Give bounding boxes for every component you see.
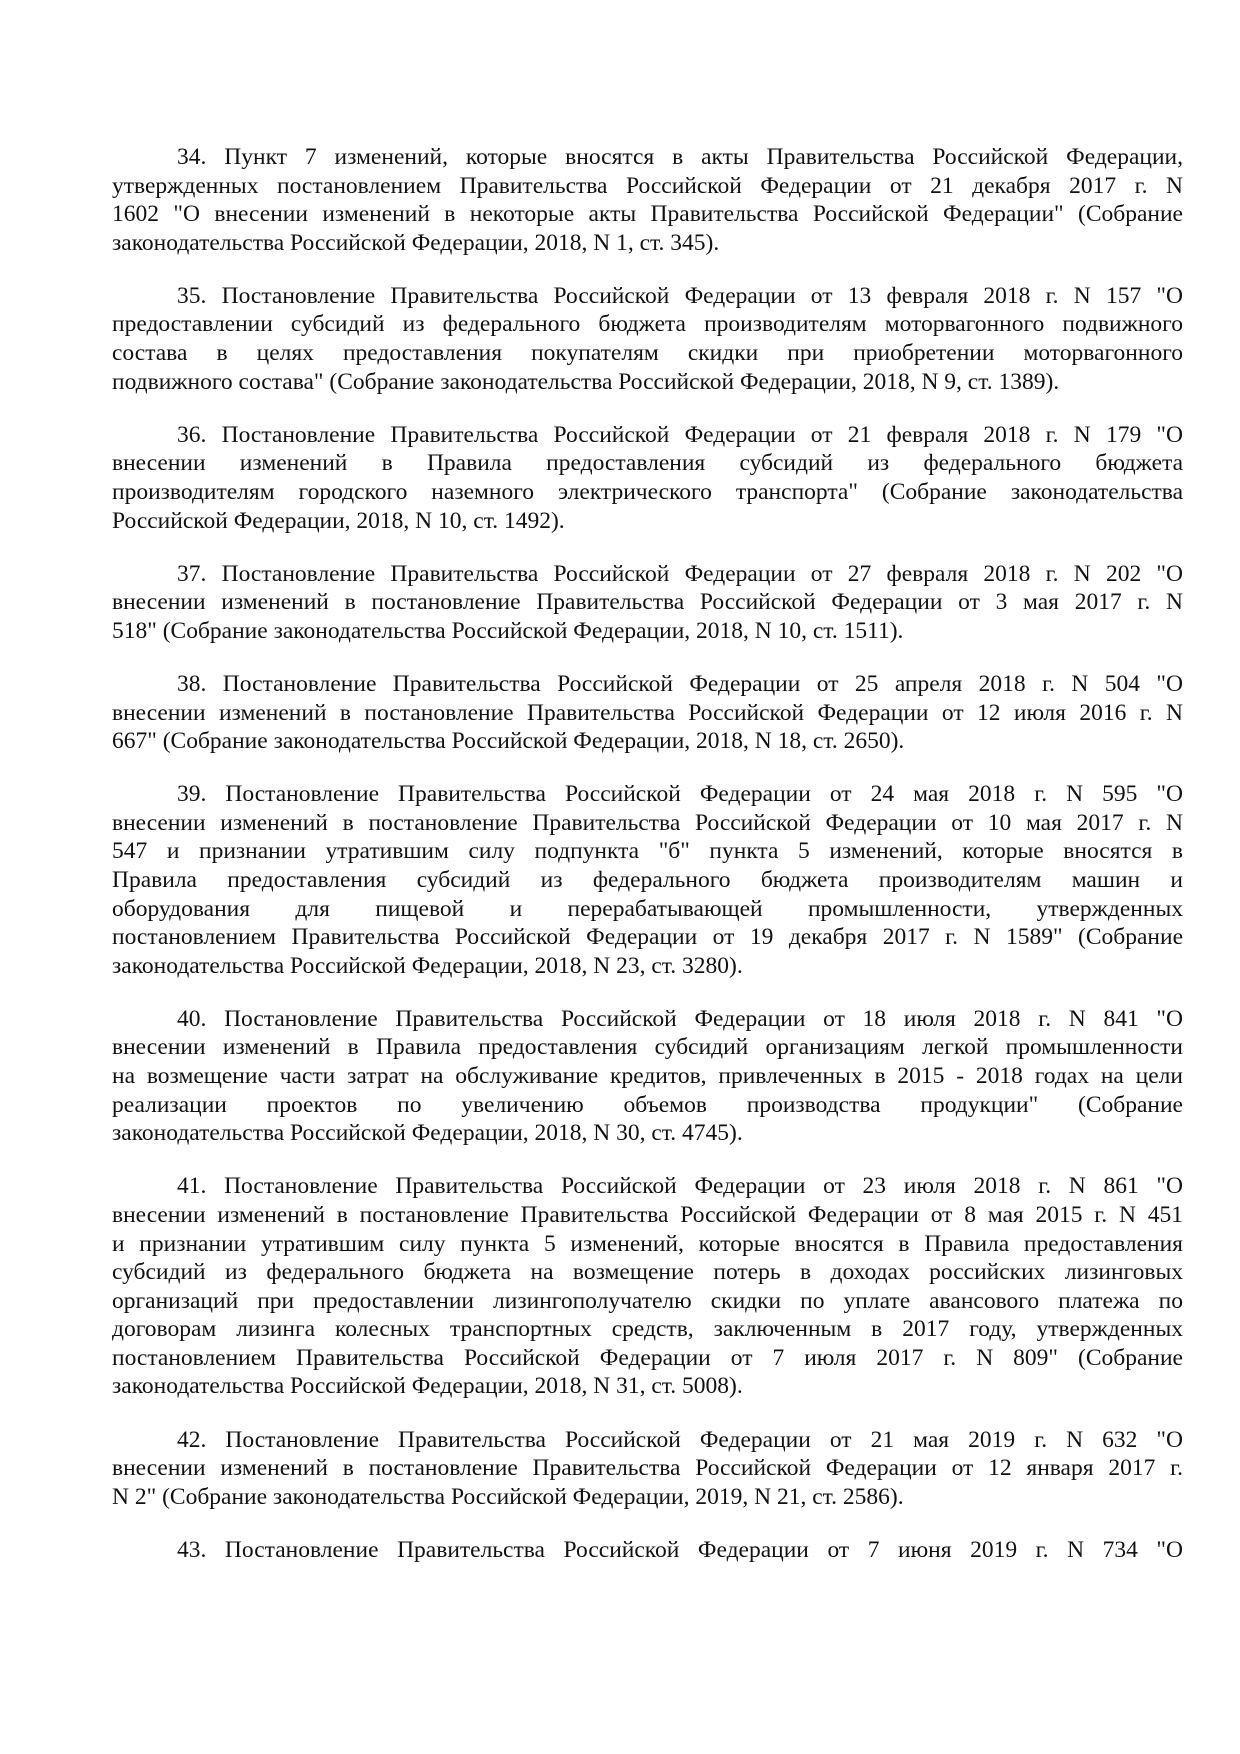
- paragraph-line: Российской Федерации, 2018, N 10, ст. 1492).: [112, 507, 565, 534]
- paragraph-item: [112, 143, 1183, 257]
- paragraph-item: [112, 1536, 1183, 1565]
- paragraph-line: постановлением Правительства Российской Федерации от 19 декабря 2017 г. N 1589" (Собрание: [112, 924, 1183, 951]
- paragraph-line: 36. Постановление Правительства Российской Федерации от 21 февраля 2018 г. N 179 "О: [177, 421, 1183, 448]
- paragraph-line: реализации проектов по увеличению объемов производства продукции" (Собрание: [112, 1091, 1183, 1118]
- paragraph-line: внесении изменений в постановление Правительства Российской Федерации от 12 июля 2016 г. N: [112, 699, 1183, 726]
- paragraph-line: состава в целях предоставления покупателям скидки при приобретении моторвагонного: [112, 340, 1183, 367]
- paragraph-line: 40. Постановление Правительства Российской Федерации от 18 июля 2018 г. N 841 "О: [177, 1005, 1183, 1032]
- paragraph-item: [112, 1172, 1183, 1401]
- paragraph-line: 667" (Собрание законодательства Российской Федерации, 2018, N 18, ст. 2650).: [112, 728, 905, 755]
- paragraph-line: на возмещение части затрат на обслуживание кредитов, привлеченных в 2015 - 2018 годах на цели: [112, 1063, 1183, 1090]
- paragraph-line: 1602 "О внесении изменений в некоторые акты Правительства Российской Федерации" (Собрание: [112, 201, 1183, 228]
- paragraph-item: [112, 560, 1183, 646]
- paragraph-line: и признании утратившим силу пункта 5 изменений, которые вносятся в Правила предоставления: [112, 1230, 1183, 1257]
- paragraph-line: 39. Постановление Правительства Российской Федерации от 24 мая 2018 г. N 595 "О: [177, 781, 1183, 808]
- paragraph-line: Правила предоставления субсидий из федерального бюджета производителям машин и: [112, 866, 1183, 893]
- paragraph-line: внесении изменений в постановление Правительства Российской Федерации от 8 мая 2015 г. N 451: [112, 1201, 1183, 1228]
- paragraph-line: законодательства Российской Федерации, 2018, N 30, ст. 4745).: [112, 1120, 743, 1147]
- paragraph-line: N 2" (Собрание законодательства Российской Федерации, 2019, N 21, ст. 2586).: [112, 1483, 904, 1510]
- paragraph-item: [112, 282, 1183, 396]
- paragraph-line: внесении изменений в постановление Правительства Российской Федерации от 10 мая 2017 г. N: [112, 809, 1183, 836]
- paragraph-line: законодательства Российской Федерации, 2018, N 1, ст. 345).: [112, 229, 720, 256]
- paragraph-line: организаций при предоставлении лизингополучателю скидки по уплате авансового платежа по: [112, 1287, 1183, 1314]
- paragraph-item: [112, 1426, 1183, 1512]
- paragraph-line: 38. Постановление Правительства Российской Федерации от 25 апреля 2018 г. N 504 "О: [177, 670, 1183, 697]
- paragraph-item: [112, 670, 1183, 756]
- document-page: [112, 143, 1183, 1589]
- paragraph-line: постановлением Правительства Российской Федерации от 7 июля 2017 г. N 809" (Собрание: [112, 1344, 1183, 1371]
- paragraph-line: внесении изменений в Правила предоставления субсидий из федерального бюджета: [112, 450, 1183, 477]
- paragraph-line: внесении изменений в постановление Правительства Российской Федерации от 12 января 2017 г.: [112, 1455, 1183, 1482]
- paragraph-line: внесении изменений в Правила предоставления субсидий организациям легкой промышленности: [112, 1034, 1183, 1061]
- paragraph-line: субсидий из федерального бюджета на возмещение потерь в доходах российских лизинговых: [112, 1259, 1183, 1286]
- paragraph-line: договорам лизинга колесных транспортных средств, заключенным в 2017 году, утвержденных: [112, 1316, 1183, 1343]
- paragraph-item: [112, 780, 1183, 980]
- paragraph-line: утвержденных постановлением Правительства Российской Федерации от 21 декабря 2017 г. N: [112, 172, 1183, 199]
- paragraph-item: [112, 421, 1183, 535]
- paragraph-line: 37. Постановление Правительства Российской Федерации от 27 февраля 2018 г. N 202 "О: [177, 560, 1183, 587]
- paragraph-line: 35. Постановление Правительства Российской Федерации от 13 февраля 2018 г. N 157 "О: [177, 282, 1183, 309]
- paragraph-line: 42. Постановление Правительства Российской Федерации от 21 мая 2019 г. N 632 "О: [177, 1426, 1183, 1453]
- paragraph-line: предоставлении субсидий из федерального бюджета производителям моторвагонного подвижного: [112, 311, 1183, 338]
- paragraph-line: оборудования для пищевой и перерабатывающей промышленности, утвержденных: [112, 895, 1183, 922]
- paragraph-line: законодательства Российской Федерации, 2018, N 23, ст. 3280).: [112, 952, 743, 979]
- paragraph-line: внесении изменений в постановление Правительства Российской Федерации от 3 мая 2017 г. N: [112, 589, 1183, 616]
- paragraph-line: подвижного состава" (Собрание законодательства Российской Федерации, 2018, N 9, ст. 1389).: [112, 368, 1060, 395]
- paragraph-item: [112, 1005, 1183, 1148]
- paragraph-line: производителям городского наземного электрического транспорта" (Собрание законодательства: [112, 478, 1183, 505]
- paragraph-line: законодательства Российской Федерации, 2018, N 31, ст. 5008).: [112, 1373, 743, 1400]
- paragraph-line: 43. Постановление Правительства Российской Федерации от 7 июня 2019 г. N 734 "О: [177, 1536, 1183, 1563]
- paragraph-line: 547 и признании утратившим силу подпункта "б" пункта 5 изменений, которые вносятся в: [112, 838, 1183, 865]
- paragraph-line: 34. Пункт 7 изменений, которые вносятся в акты Правительства Российской Федерации,: [177, 144, 1183, 170]
- paragraph-line: 518" (Собрание законодательства Российской Федерации, 2018, N 10, ст. 1511).: [112, 617, 904, 644]
- paragraph-line: 41. Постановление Правительства Российской Федерации от 23 июля 2018 г. N 861 "О: [177, 1173, 1183, 1200]
